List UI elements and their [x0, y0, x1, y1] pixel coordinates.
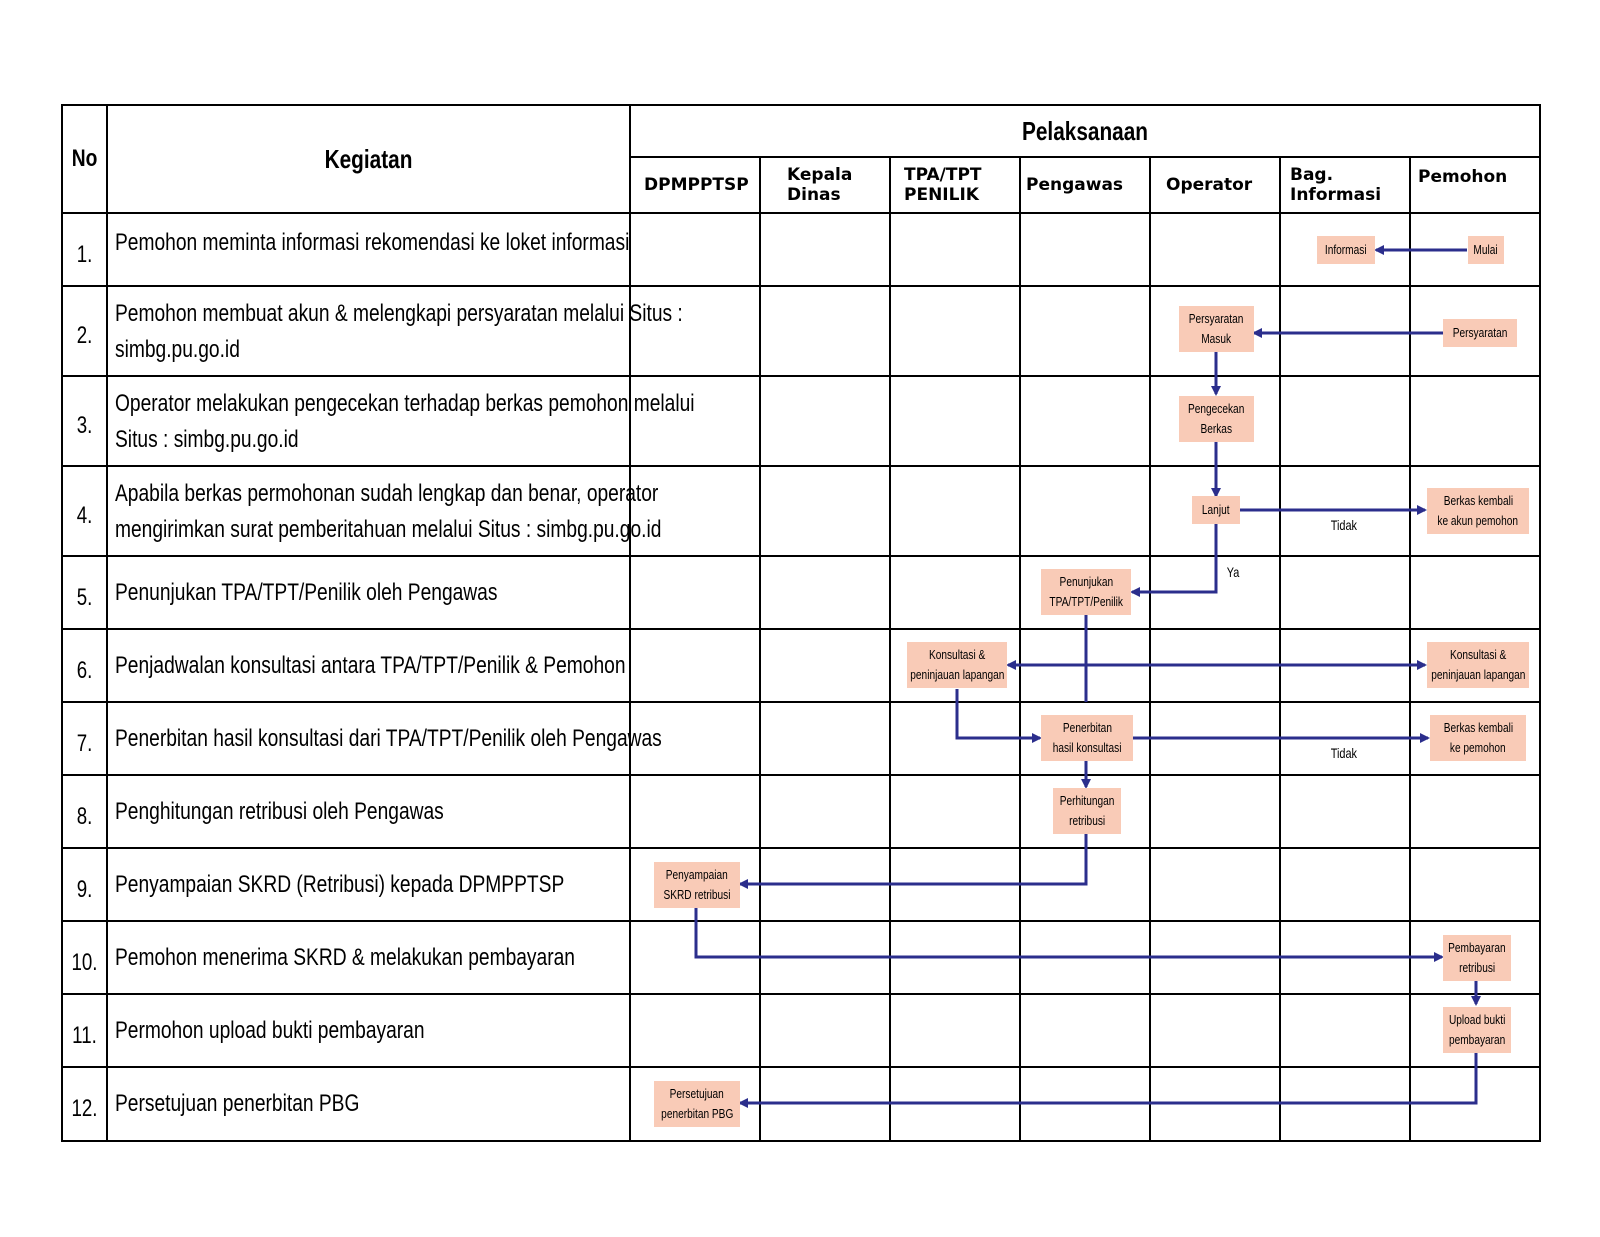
flow-box-berkas-kembali-pemohon: Berkas kembali ke pemohon	[1430, 715, 1526, 761]
label-tidak: Tidak	[1330, 745, 1358, 761]
flow-box-upload: Upload bukti pembayaran	[1443, 1007, 1511, 1053]
arrow-konsultasi-to-penerbitan	[957, 689, 1040, 738]
column-header-tpa-tpt-penilik: TPA/TPT PENILIK	[904, 165, 982, 205]
row-number: 4.	[76, 502, 93, 529]
flow-box-pengecekan-berkas: Pengecekan Berkas	[1179, 396, 1254, 442]
header-kegiatan: Kegiatan	[324, 143, 413, 174]
row-number: 12.	[71, 1095, 98, 1122]
arrow-penyampaian-to-pembayaran	[696, 908, 1442, 957]
flow-box-perhitungan: Perhitungan retribusi	[1053, 788, 1121, 834]
row-number: 6.	[76, 656, 93, 684]
flow-box-penunjukan: Penunjukan TPA/TPT/Penilik	[1041, 569, 1131, 615]
column-header-operator: Operator	[1166, 175, 1253, 195]
column-header-pengawas: Pengawas	[1026, 175, 1124, 195]
row-number: 8.	[76, 802, 93, 830]
flow-box-persyaratan: Persyaratan	[1443, 319, 1517, 347]
column-header-pemohon: Pemohon	[1418, 167, 1508, 187]
activity-text: Penunjukan TPA/TPT/Penilik oleh Pengawas	[115, 578, 498, 606]
flow-box-penerbitan: Penerbitan hasil konsultasi	[1041, 715, 1133, 761]
arrow-perhitungan-to-penyampaian	[740, 834, 1086, 884]
flow-box-konsultasi-tpa: Konsultasi & peninjauan lapangan	[907, 642, 1007, 688]
activity-text: Operator melakukan pengecekan terhadap berkas pemohon melalui Situs : simbg.pu.go.id	[115, 390, 695, 453]
header-pelaksanaan: Pelaksanaan	[1021, 115, 1149, 146]
label-ya: Ya	[1226, 564, 1240, 580]
header-no: No	[71, 145, 98, 172]
arrow-upload-to-persetujuan	[740, 1053, 1476, 1103]
activity-text: Permohon upload bukti pembayaran	[115, 1016, 425, 1044]
activity-text: Penyampaian SKRD (Retribusi) kepada DPMPPTSP	[115, 870, 565, 898]
flow-box-persetujuan: Persetujuan penerbitan PBG	[654, 1081, 740, 1127]
flow-box-persyaratan-masuk: Persyaratan Masuk	[1179, 306, 1254, 352]
row-number: 10.	[71, 948, 98, 976]
flow-box-penyampaian: Penyampaian SKRD retribusi	[654, 862, 740, 908]
row-number: 1.	[76, 240, 93, 268]
arrow-lanjut-to-penunjukan	[1132, 524, 1216, 592]
flow-box-berkas-kembali-akun: Berkas kembali ke akun pemohon	[1427, 488, 1529, 534]
activity-text: Penghitungan retribusi oleh Pengawas	[115, 797, 444, 825]
row-number: 2.	[76, 322, 93, 349]
activity-text: Penjadwalan konsultasi antara TPA/TPT/Penilik & Pemohon	[115, 651, 626, 679]
activity-text: Pemohon meminta informasi rekomendasi ke loket informasi	[115, 229, 630, 256]
row-number: 5.	[76, 583, 93, 611]
flow-arrows	[696, 250, 1476, 1103]
label-tidak: Tidak	[1330, 517, 1358, 533]
activity-text: Pemohon membuat akun & melengkapi persyaratan melalui Situs : simbg.pu.go.id	[115, 300, 683, 363]
column-header-kepala-dinas: Kepala Dinas	[787, 165, 853, 205]
row-number: 9.	[76, 875, 93, 903]
flow-box-pembayaran: Pembayaran retribusi	[1443, 935, 1511, 981]
activity-text: Pemohon menerima SKRD & melakukan pembayaran	[115, 943, 575, 971]
row-number: 3.	[76, 412, 93, 439]
activity-text: Apabila berkas permohonan sudah lengkap dan benar, operator mengirimkan surat pemberitahuan melalui Situs : simbg.pu.go.id	[115, 480, 662, 543]
activity-text: Persetujuan penerbitan PBG	[115, 1090, 360, 1117]
flow-box-informasi: Informasi	[1317, 236, 1375, 264]
column-header-bag-informasi: Bag. Informasi	[1290, 165, 1382, 205]
column-header-dpmpptsp: DPMPPTSP	[644, 175, 749, 195]
flow-box-mulai: Mulai	[1468, 236, 1504, 264]
row-number: 11.	[72, 1021, 97, 1049]
flow-box-konsultasi-pemohon: Konsultasi & peninjauan lapangan	[1427, 642, 1529, 688]
flow-box-lanjut: Lanjut	[1192, 496, 1240, 524]
row-number: 7.	[76, 729, 93, 757]
activity-text: Penerbitan hasil konsultasi dari TPA/TPT/Penilik oleh Pengawas	[115, 724, 662, 752]
